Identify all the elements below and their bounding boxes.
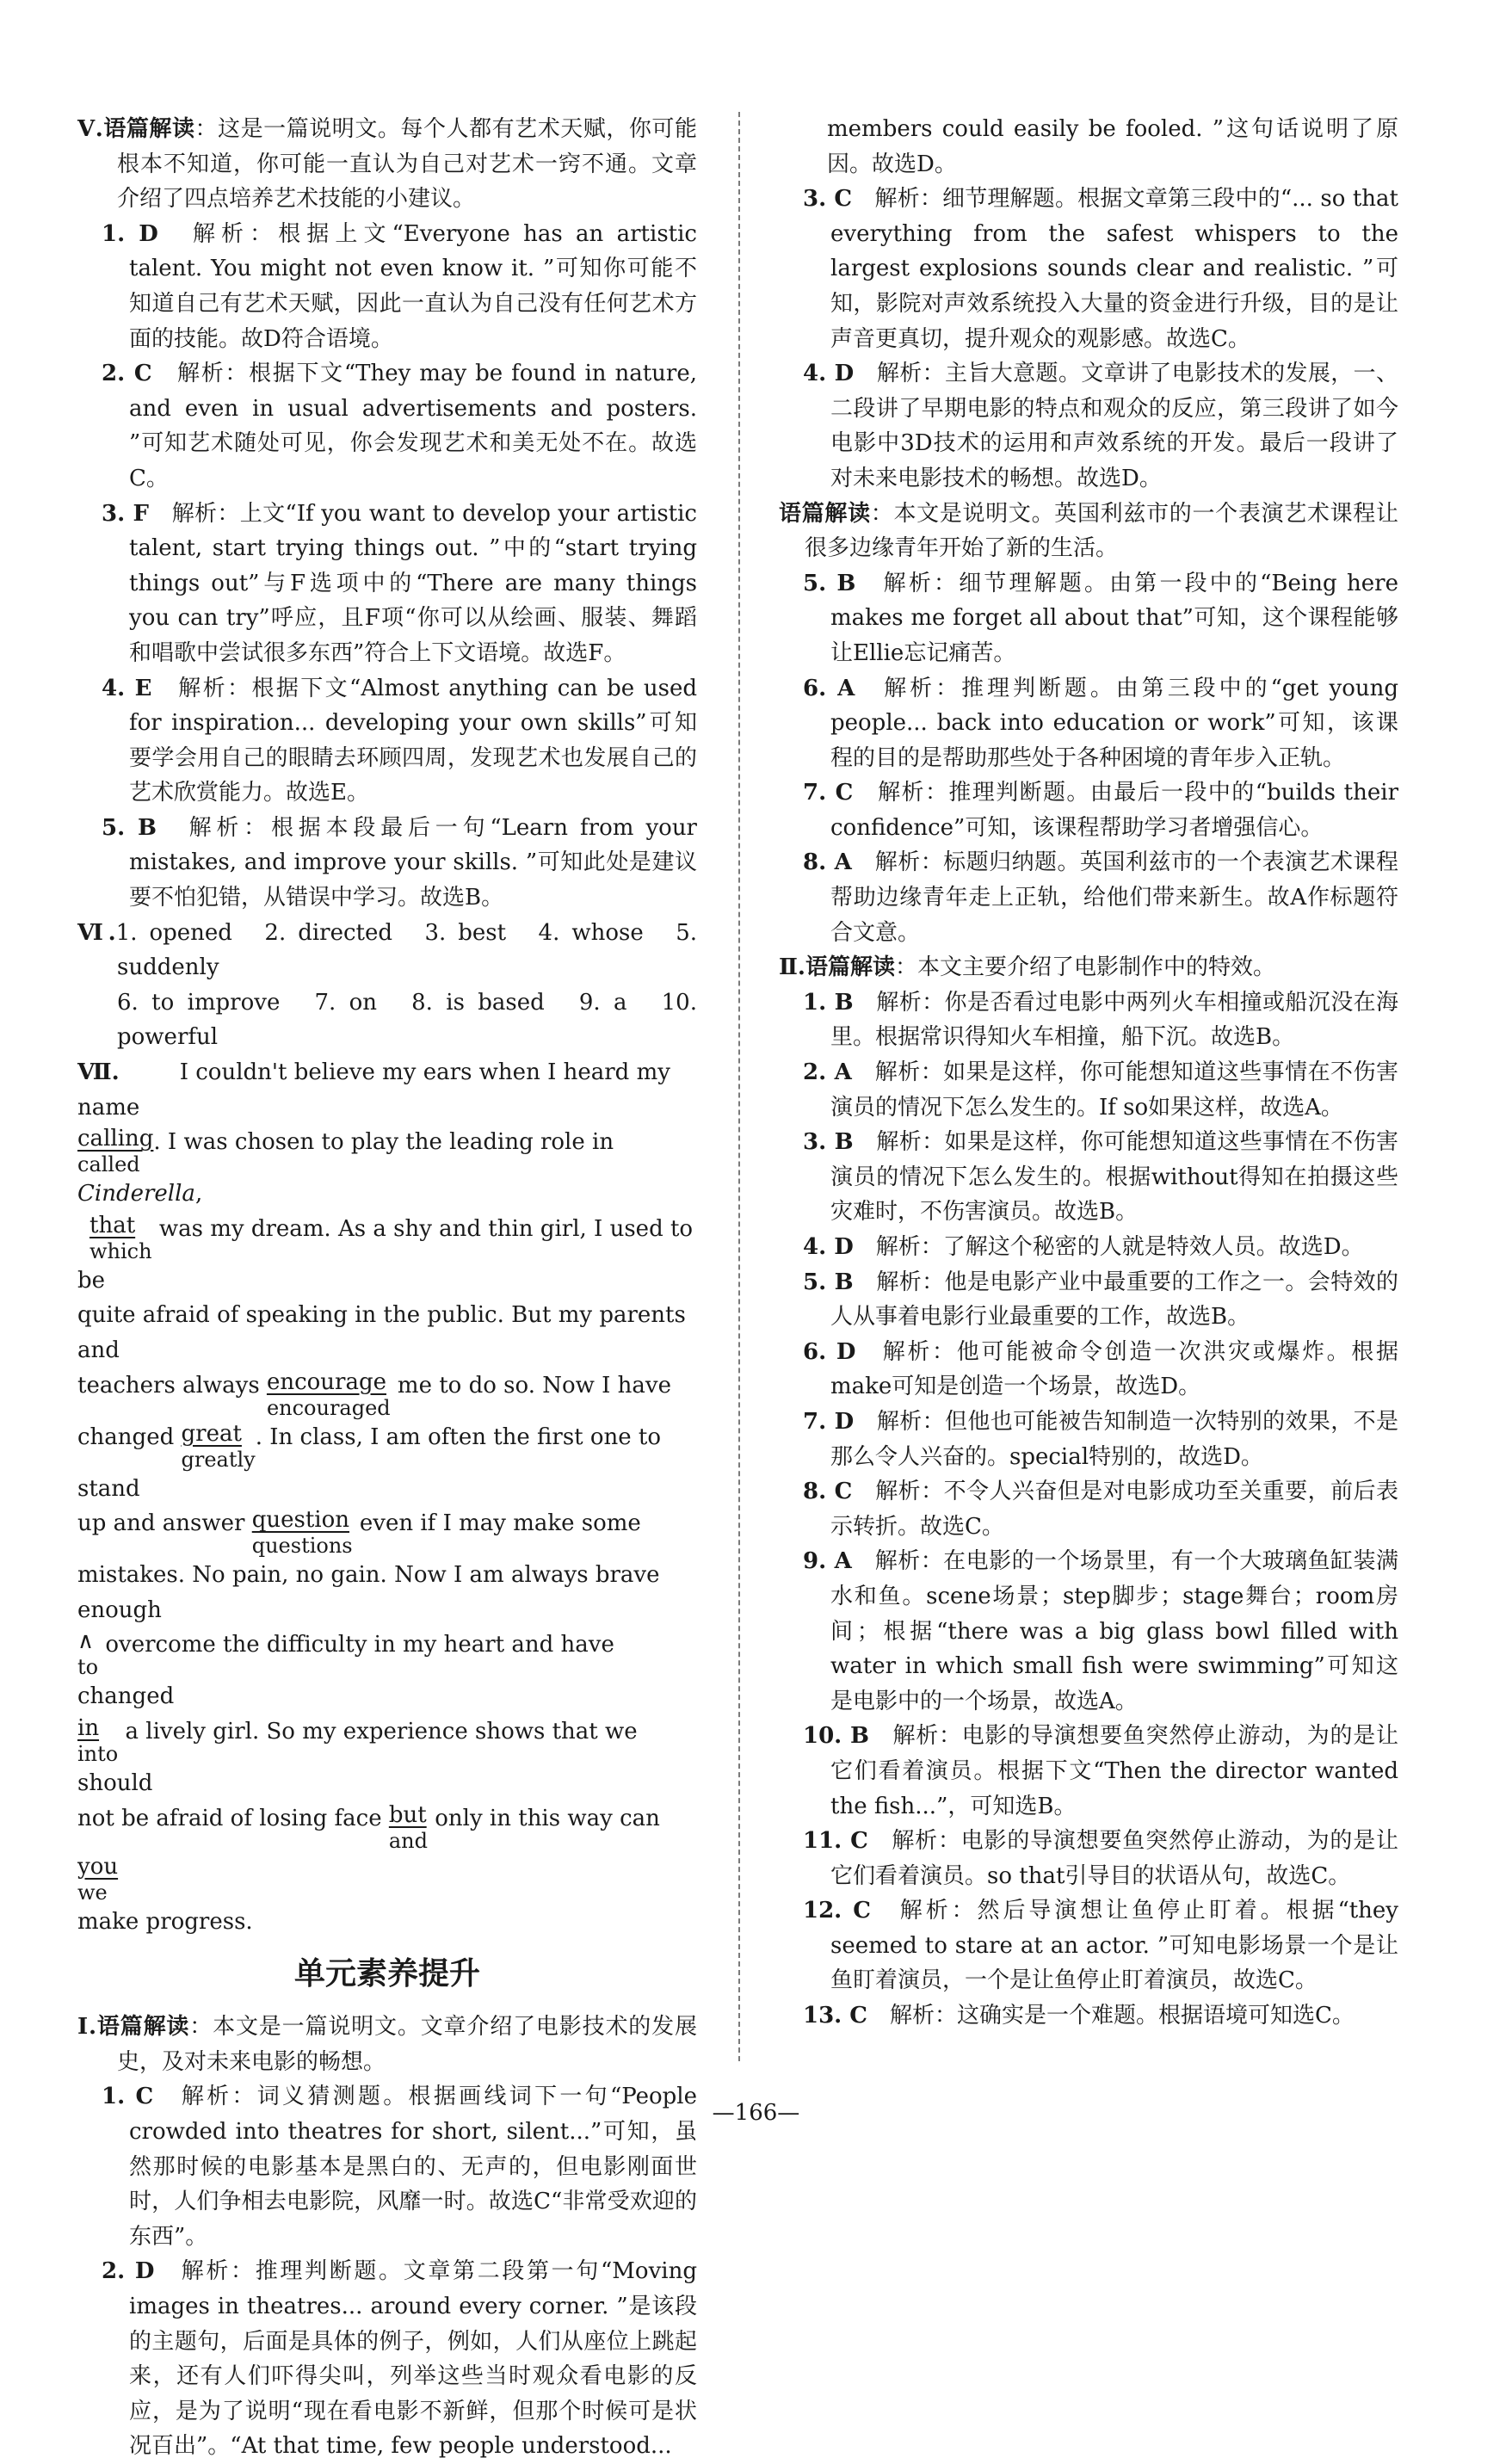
answer-number: 8. A [803, 849, 852, 876]
answer-item [77, 2254, 697, 2464]
corrected-word: called [77, 1152, 140, 1177]
answers-group-a [779, 182, 1398, 496]
answer-explanation: 解析：细节理解题。由第一段中的“Being here makes me forget all about that”可知，这个课程能够让Ellie忘记痛苦。 [830, 570, 1398, 666]
section-label: Ⅰ. [77, 2014, 97, 2041]
corrected-word: to [77, 1655, 99, 1680]
wrong-word: calling [77, 1126, 154, 1152]
answer-item [77, 497, 697, 671]
passage-text: up and answer [77, 1510, 245, 1537]
reading-intro-2 [779, 497, 1398, 566]
answer-explanation: 解析：电影的导演想要鱼突然停止游动，为的是让它们看着演员。根据下文“Then the director wanted the fish...”，可知选B。 [830, 1723, 1398, 1819]
answer-item [779, 775, 1398, 845]
answers-group-b [779, 566, 1398, 951]
page-number: —166— [712, 2100, 800, 2126]
answer-number: 13. C [803, 2003, 867, 2029]
section-text: ：本文主要介绍了电影制作中的特效。 [894, 954, 1275, 981]
answer-item [779, 1230, 1398, 1265]
section-text: ：这是一篇说明文。每个人都有艺术天赋，你可能根本不知道，你可能一直认为自己对艺术一窍不通。文章介绍了四点培养艺术技能的小建议。 [117, 116, 697, 213]
corrected-word: encouraged [266, 1395, 391, 1420]
answer-explanation: 解析：主旨大意题。文章讲了电影技术的发展，一、二段讲了早期电影的特点和观众的反应，第三段讲了如今电影中3D技术的运用和声效系统的开发。最后一段讲了对未来电影技术的畅想。故选D。 [830, 361, 1398, 491]
passage-text: . In class, I am often the first one to stand [77, 1423, 662, 1502]
answer-number: 3. B [803, 1129, 854, 1156]
section-vi-row-2 [77, 985, 697, 1055]
passage-line [77, 1368, 697, 1420]
title-italic: Cinderella [77, 1181, 195, 1207]
answer-explanation: 解析：根据下文“They may be found in nature, and even in usual advertisements and posters. ”可知艺术随处可见，你会发现艺术和美无处不在。故选C。 [129, 361, 697, 491]
wrong-word: great [181, 1420, 242, 1447]
answer-item [77, 356, 697, 496]
passage-line [77, 1905, 697, 1940]
section-text: ：本文是说明文。英国利兹市的一个表演艺术课程让很多边缘青年开始了新的生活。 [805, 500, 1398, 562]
correction [77, 1212, 152, 1263]
section-label: Ⅴ. [77, 116, 103, 142]
answer-explanation: 解析：但他也可能被告知制造一次特别的效果，不是那么令人兴奋的。special特别的，故选D。 [830, 1408, 1398, 1470]
wrong-word: question [251, 1507, 350, 1534]
correction [267, 1368, 391, 1420]
answer-number: 11. C [803, 1828, 868, 1855]
section-title: 语篇解读 [779, 500, 871, 527]
passage-text: make progress. [77, 1908, 253, 1935]
answer-item [779, 1719, 1398, 1824]
passage-line [77, 1506, 697, 1558]
column-divider [738, 112, 740, 2061]
answer-explanation: 解析：推理判断题。文章第二段第一句“Moving images in theatres... around every corner. ”是该段的主题句，后面是具体的例子，例如，人们从座位上跳起来，还有人们吓得尖叫，列举这些当时观众看电影的反应，是为了说明“现在看电影不新鲜，但那个时候可是状况百出”。“At that time, few people understood... [129, 2258, 697, 2460]
passage-line [77, 1420, 697, 1507]
answer-explanation: 解析：根据上文“Everyone has an artistic talent. You might not even know it. ”可知你可能不知道自己有艺术天赋，因此一直认为自己没有任何艺术方面的技能。故D符合语境。 [129, 220, 697, 352]
answer-explanation: 解析：不令人兴奋但是对电影成功至关重要，前后表示转折。故选C。 [830, 1479, 1398, 1540]
answer-item [779, 566, 1398, 671]
passage-text: was my dream. As a shy and thin girl, I used to be [77, 1215, 694, 1294]
corrected-word: into [77, 1741, 119, 1766]
wrong-word: in [77, 1714, 100, 1741]
passage-text: , [194, 1181, 203, 1207]
answer-item [77, 811, 697, 916]
answer-item [779, 1893, 1398, 1998]
answer-number: 5. B [102, 814, 157, 841]
answer-item [779, 1544, 1398, 1719]
section-v-intro [77, 112, 697, 217]
answer-number: 10. B [803, 1723, 869, 1750]
corrected-word: greatly [181, 1447, 256, 1472]
section-text: ：本文是一篇说明文。文章介绍了电影技术的发展史，及对未来电影的畅想。 [117, 2014, 697, 2075]
passage-text: mistakes. No pain, no gain. Now I am always brave enough [77, 1562, 660, 1623]
answer-item [779, 1055, 1398, 1125]
corrected-word: which [89, 1238, 152, 1263]
answer-explanation: 解析：词义猜测题。根据画线词下一句“People crowded into theatres for short, silent...”可知，虽然那时候的电影基本是黑白的、无声的，但电影刚面世时，人们争相去电影院，风靡一时。故选C“非常受欢迎的东西”。 [129, 2084, 697, 2250]
section-v-answers [77, 217, 697, 916]
passage-line [77, 1055, 697, 1125]
passage-text: overcome the difficulty in my heart and have changed [77, 1632, 614, 1710]
passage-line [77, 1714, 697, 1801]
correction [77, 1125, 153, 1176]
wrong-word: encourage [266, 1368, 386, 1395]
passage-text: . I was chosen to play the leading role in [153, 1129, 614, 1156]
insert-caret: ∧ [77, 1628, 95, 1655]
passage-text: teachers always [77, 1372, 260, 1399]
correction [77, 1853, 118, 1905]
passage-text: even if I may make some [359, 1510, 641, 1537]
passage-text: only in this way can [435, 1805, 660, 1831]
answer-number: 2. D [102, 2258, 155, 2285]
correction [252, 1506, 353, 1558]
answer-explanation: 解析：如果是这样，你可能想知道这些事情在不伤害演员的情况下怎么发生的。根据without得知在拍摄这些灾难时，不伤害演员。故选B。 [830, 1129, 1398, 1226]
section-title: 语篇解读 [805, 954, 895, 981]
passage-text: I couldn't believe my ears when I heard my name [77, 1059, 670, 1121]
answer-number: 1. B [803, 989, 854, 1016]
answer-item [779, 182, 1398, 356]
answer-explanation: 解析：在电影的一个场景里，有一个大玻璃鱼缸装满水和鱼。scene场景；step脚步；stage舞台；room房间；根据“there was a big glass bowl filled with water in which small fish were swimming”可知这是电影中的一个场景，故选A。 [830, 1548, 1398, 1714]
correction [77, 1627, 98, 1679]
answer-explanation: 解析：根据下文“Almost anything can be used for inspiration... developing your own skills”可知要学会用自己的眼睛去环顾四周，发现艺术也发展自己的艺术欣赏能力。故选E。 [129, 675, 697, 806]
correction [389, 1801, 428, 1853]
answer-number: 1. C [102, 2084, 154, 2110]
answer-number: 6. D [803, 1338, 856, 1365]
answer-explanation: 解析：细节理解题。根据文章第三段中的“... so that everything from the safest whispers to the largest explosions sounds clear and realistic. ”可知，影院对声效系统投入大量的资金进行升级，目的是让声音更真切，提升观众的观影感。故选C。 [830, 186, 1398, 352]
answer-item [779, 1405, 1398, 1474]
answer-explanation: 解析：标题归纳题。英国利兹市的一个表演艺术课程帮助边缘青年走上正轨，给他们带来新生。故A作标题符合文意。 [830, 849, 1398, 946]
answer-number: 2. C [102, 361, 152, 387]
section-vii-passage [77, 1055, 697, 1939]
passage-line [77, 1212, 697, 1299]
passage-text: a lively girl. So my experience shows that we should [77, 1718, 638, 1796]
correction [182, 1420, 256, 1472]
answers-group-c [779, 985, 1398, 2034]
answer-number: 5. B [803, 1269, 854, 1295]
answer-explanation: 解析：你是否看过电影中两列火车相撞或船沉没在海里。根据常识得知火车相撞，船下沉。故选B。 [830, 989, 1398, 1051]
passage-line [77, 1801, 697, 1905]
section-ii-intro [779, 950, 1398, 985]
answer-number: 8. C [803, 1479, 853, 1505]
section-i-answers [77, 2079, 697, 2464]
section-title: 语篇解读 [102, 116, 195, 142]
answer-explanation: 解析：然后导演想让鱼停止盯着。根据“they seemed to stare at an actor. ”可知电影场景一个是让鱼盯着演员，一个是让鱼停止盯着演员，故选C。 [830, 1898, 1398, 1994]
answer-item [779, 1125, 1398, 1230]
answer-explanation: 解析：电影的导演想要鱼突然停止游动，为的是让它们看着演员。so that引导目的状语从句，故选C。 [830, 1828, 1398, 1889]
answer-number: 4. D [803, 361, 855, 387]
answer-item [779, 1265, 1398, 1335]
continued-answer: members could easily be fooled. ”这句话说明了原因。故选D。 [827, 116, 1398, 177]
section-vi-row-1 [77, 916, 697, 985]
unit-heading: 单元素养提升 [293, 1956, 480, 1992]
passage-text: changed [77, 1423, 175, 1450]
corrected-word: and [388, 1828, 428, 1853]
answer-item [77, 217, 697, 356]
answers-row: 6. to improve 7. on 8. is based 9. a 10. powerful [117, 989, 697, 1051]
answer-number: 6. A [803, 675, 855, 701]
passage-text: not be afraid of losing face [77, 1805, 382, 1831]
section-i-intro [77, 2010, 697, 2079]
answer-item [779, 1998, 1398, 2034]
corrected-word: questions [251, 1534, 353, 1559]
answer-item [779, 985, 1398, 1055]
answers-row: 1. opened 2. directed 3. best 4. whose 5. suddenly [115, 919, 697, 981]
answer-number: 3. C [803, 186, 853, 213]
answer-number: 3. F [102, 500, 149, 527]
answer-explanation: 解析：他可能被命令创造一次洪灾或爆炸。根据make可知是创造一个场景，故选D。 [830, 1338, 1398, 1400]
answer-explanation: 解析：根据本段最后一句“Learn from your mistakes, and improve your skills. ”可知此处是建议要不怕犯错，从错误中学习。故选B。 [129, 814, 697, 911]
section-label: Ⅵ. [77, 919, 116, 946]
section-label: Ⅱ. [779, 954, 805, 981]
corrected-word: we [77, 1880, 108, 1905]
answer-explanation: 解析：推理判断题。由最后一段中的“builds their confidence”可知，该课程帮助学习者增强信心。 [830, 780, 1399, 841]
passage-text: me to do so. Now I have [397, 1372, 672, 1399]
right-column [779, 112, 1398, 2034]
wrong-word: but [388, 1801, 427, 1828]
answer-item [77, 671, 697, 811]
passage-line [77, 1298, 697, 1368]
passage-text: quite afraid of speaking in the public. But my parents and [77, 1302, 686, 1363]
answer-explanation: 解析：了解这个秘密的人就是特效人员。故选D。 [875, 1234, 1364, 1260]
answer-number: 5. B [803, 570, 856, 596]
passage-line [77, 1558, 697, 1627]
answer-item [779, 1335, 1398, 1405]
answer-item [779, 845, 1398, 950]
section-label: Ⅶ. [77, 1059, 120, 1086]
answer-explanation: 解析：如果是这样，你可能想知道这些事情在不伤害演员的情况下怎么发生的。If so如果这样，故选A。 [830, 1059, 1398, 1121]
answer-item [779, 1824, 1398, 1893]
answer-number: 7. C [803, 780, 854, 806]
correction [77, 1714, 118, 1766]
answer-number: 12. C [803, 1898, 871, 1924]
wrong-word: that [89, 1212, 136, 1238]
answer-number: 2. A [803, 1059, 852, 1086]
answer-item [779, 671, 1398, 776]
answer-number: 4. E [102, 675, 152, 701]
answer-item [779, 1474, 1398, 1544]
answer-number: 9. A [803, 1548, 852, 1575]
answer-explanation: 解析：他是电影产业中最重要的工作之一。会特效的人从事着电影行业最重要的工作，故选B。 [830, 1269, 1398, 1331]
passage-line [77, 1125, 697, 1212]
answer-explanation: 解析：上文“If you want to develop your artistic talent, start trying things out. ”中的“start trying things out”与F选项中的“There are many things you can try”呼应，且F项“你可以从绘画、服装、舞蹈和唱歌中尝试很多东西”符合上下文语境。故选F。 [129, 500, 697, 666]
answer-number: 1. D [102, 220, 158, 247]
answer-number: 4. D [803, 1234, 854, 1260]
answer-number: 7. D [803, 1408, 855, 1435]
section-title: 语篇解读 [96, 2014, 190, 2041]
passage-line [77, 1627, 697, 1714]
wrong-word: you [77, 1853, 119, 1880]
answer-explanation: 解析：这确实是一个难题。根据语境可知选C。 [890, 2003, 1355, 2029]
answer-explanation: 解析：推理判断题。由第三段中的“get young people... back into education or work”可知，该课程的目的是帮助那些处于各种困境的青年步入正轨。 [830, 675, 1398, 771]
answer-item [779, 356, 1398, 496]
